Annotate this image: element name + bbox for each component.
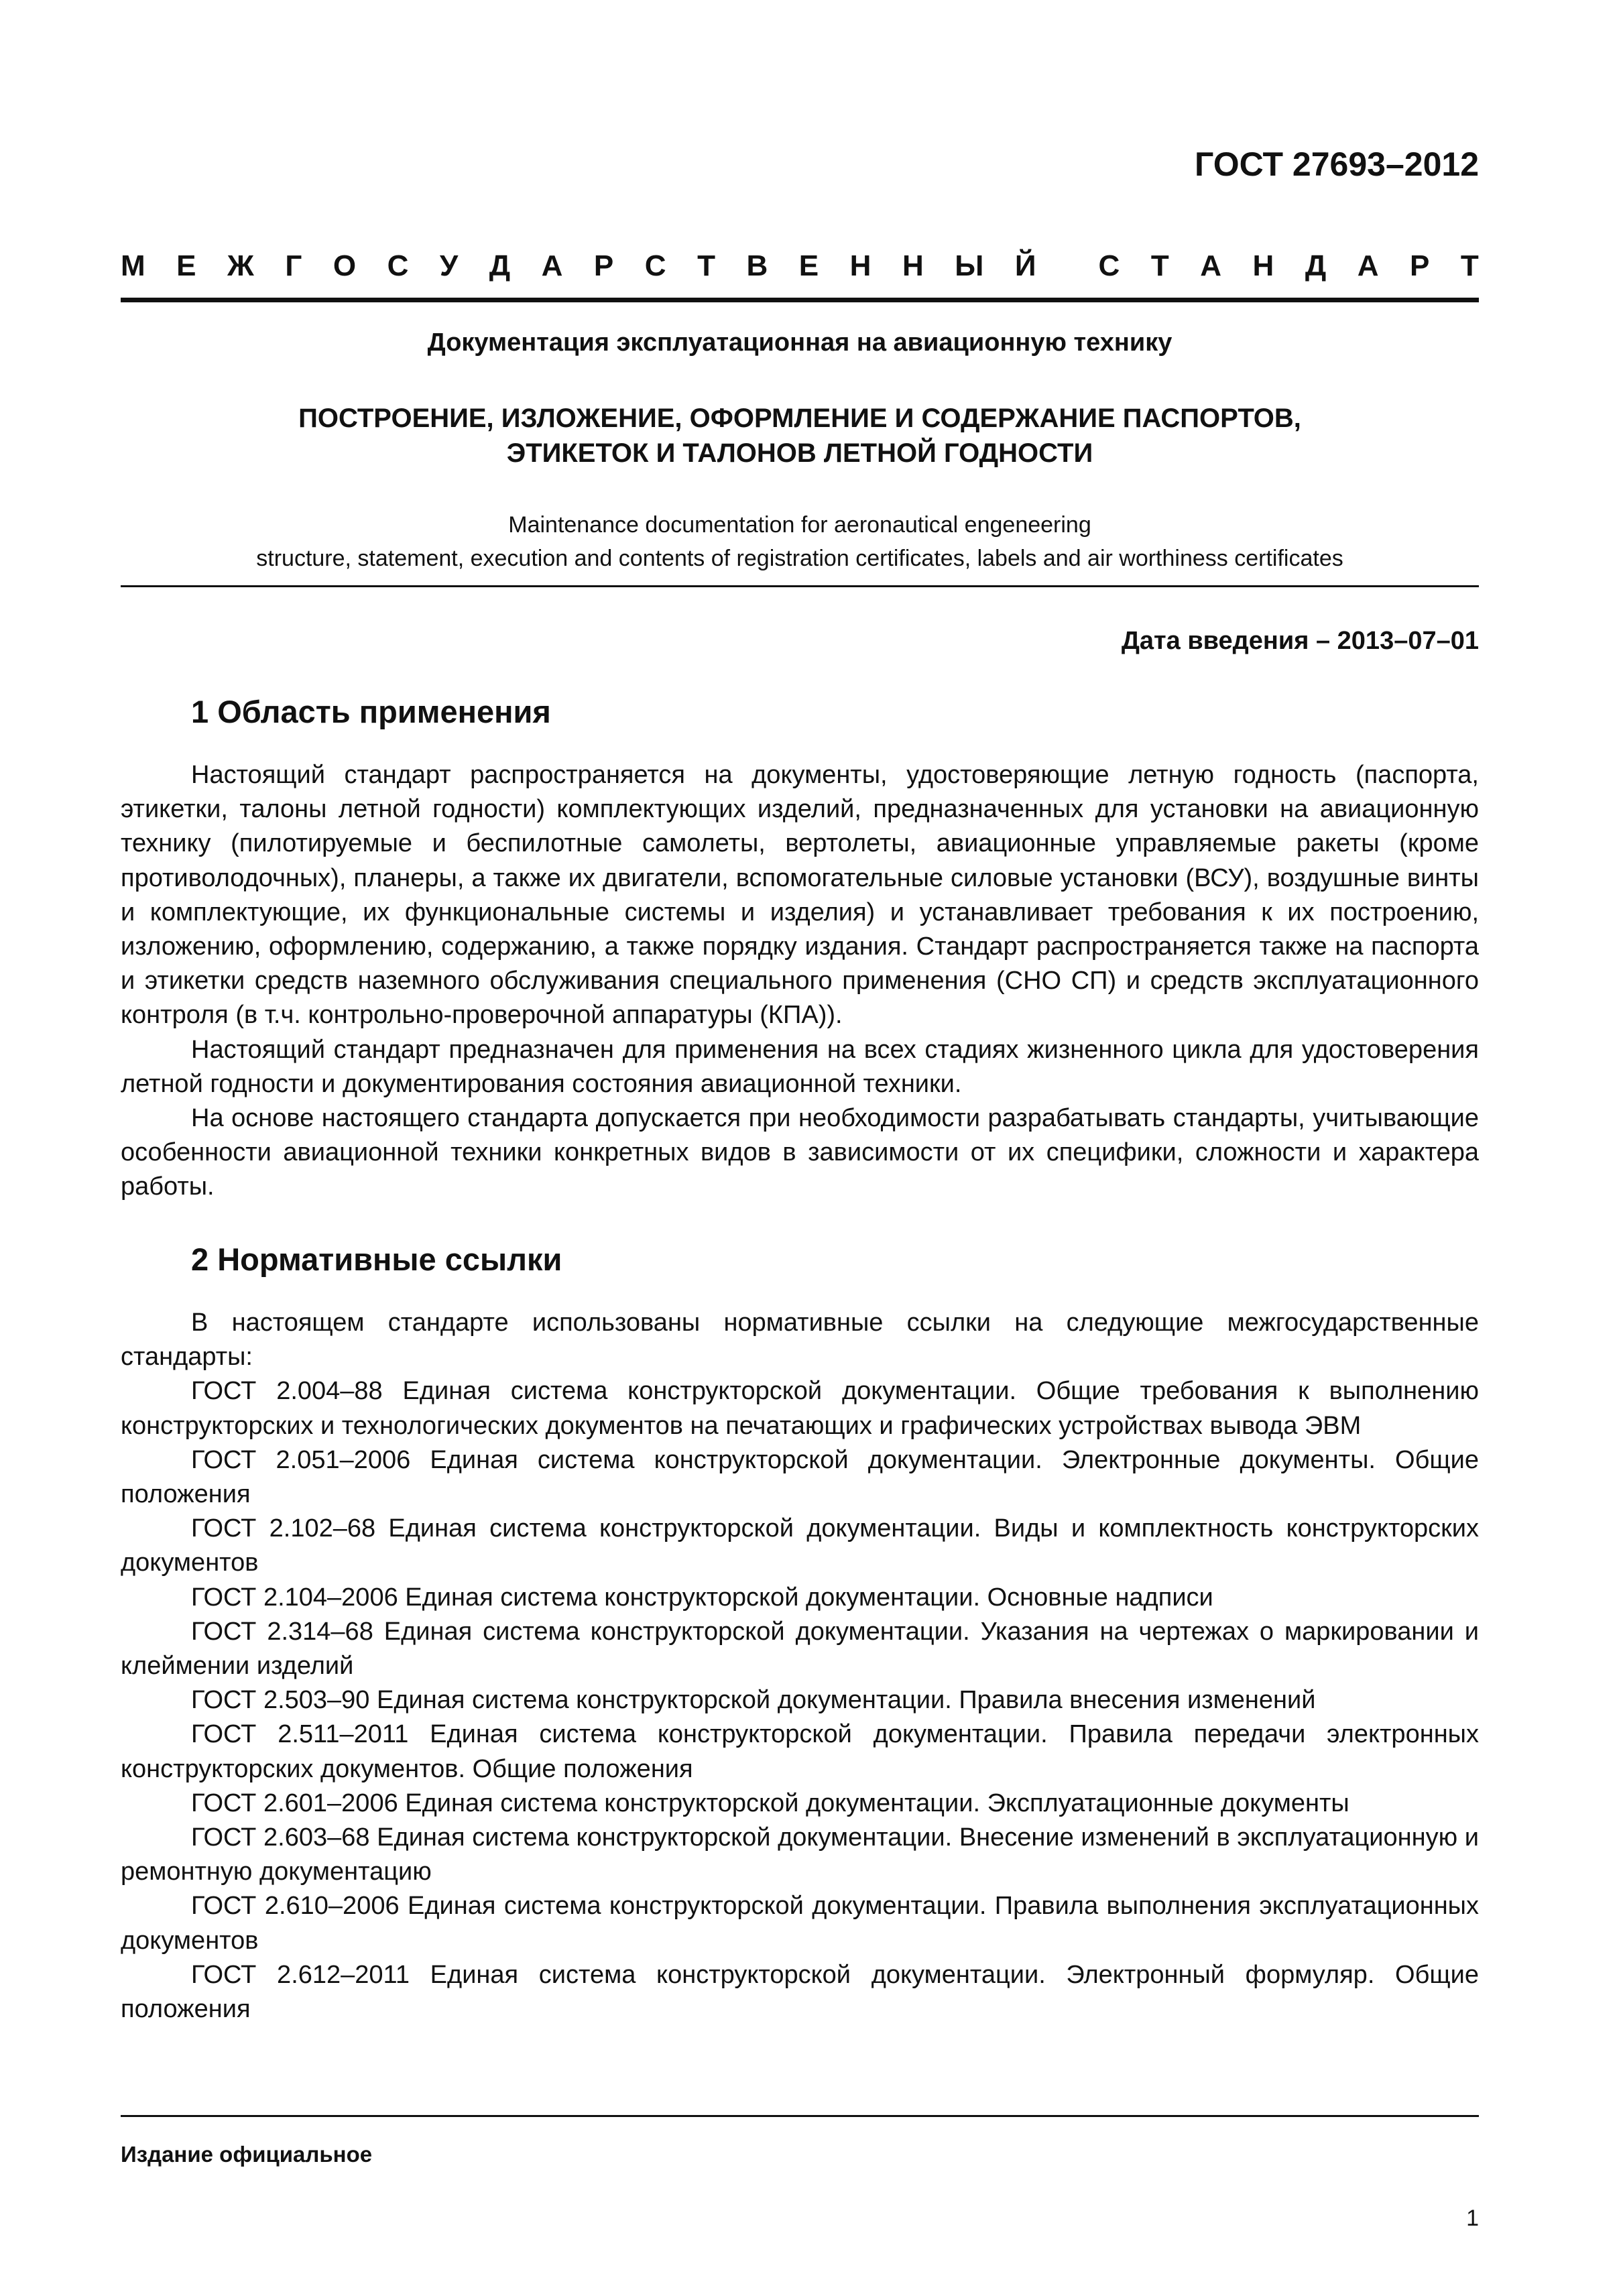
heading-letter: В <box>746 249 768 282</box>
paragraph: Настоящий стандарт распространяется на документы, удостоверяющие летную годность (паспорта, этикетки, талоны летной годности) комплектующих изделий, предназначенных для установки на авиационную технику (пилотируемые и беспилотные самолеты, вертолеты, авиационные управляемые ракеты (кроме противолодочных), планеры, а также их двигатели, вспомогательные силовые установки (ВСУ), воздушные винты и комплектующие, их функциональные системы и изделия) и устанавливает требования к их построению, изложению, оформлению, содержанию, а также порядку издания. Стандарт распространяется также на паспорта и этикетки средств наземного обслуживания специального применения (СНО СП) и средств эксплуатационного контроля (в т.ч. контрольно-проверочной аппаратуры (КПА)). <box>121 761 1479 1030</box>
page-number: 1 <box>1466 2206 1479 2231</box>
paragraph: В настоящем стандарте использованы нормативные ссылки на следующие межгосударственные стандарты: <box>121 1309 1479 1372</box>
heading-letter: Ы <box>955 249 984 282</box>
heading-letter: Ж <box>227 249 254 282</box>
heading-letter: А <box>1200 249 1221 282</box>
paragraph: Настоящий стандарт предназначен для применения на всех стадиях жизненного цикла для удостоверения летной годности и документирования состояния авиационной техники. <box>121 1035 1479 1098</box>
section-heading: 1 Область применения <box>191 694 551 729</box>
document-title-english <box>121 508 1479 575</box>
heading-letter: С <box>644 249 666 282</box>
reference-item: ГОСТ 2.601–2006 Единая система конструкторской документации. Эксплуатационные документы <box>191 1789 1349 1817</box>
reference-item: ГОСТ 2.051–2006 Единая система конструкторской документации. Электронные документы. Общие положения <box>121 1445 1479 1509</box>
section-heading: 2 Нормативные ссылки <box>191 1242 562 1277</box>
heading-letter: Е <box>176 249 196 282</box>
heading-letter: Д <box>1305 249 1327 282</box>
heading-letter: Р <box>593 249 614 282</box>
reference-item: ГОСТ 2.102–68 Единая система конструкторской документации. Виды и комплектность конструкторских документов <box>121 1514 1479 1577</box>
paragraph: На основе настоящего стандарта допускается при необходимости разрабатывать стандарты, учитывающие особенности авиационной техники конкретных видов в зависимости от их специфики, сложности и характера работы. <box>121 1104 1479 1201</box>
reference-item: ГОСТ 2.511–2011 Единая система конструкторской документации. Правила передачи электронных конструкторских документов. Общие положения <box>121 1720 1479 1783</box>
official-edition-label: Издание официальное <box>121 2142 373 2167</box>
title-divider <box>121 585 1479 587</box>
heading-letter: Т <box>1150 249 1169 282</box>
document-title-line: ЭТИКЕТОК И ТАЛОНОВ ЛЕТНОЙ ГОДНОСТИ <box>506 438 1093 468</box>
heading-letter: С <box>387 249 409 282</box>
heading-letter: У <box>439 249 459 282</box>
heading-letter: Н <box>902 249 924 282</box>
reference-item: ГОСТ 2.004–88 Единая система конструкторской документации. Общие требования к выполнению конструкторских и технологических документов на печатающих и графических устройствах вывода ЭВМ <box>121 1377 1479 1440</box>
section-body <box>121 758 1479 1205</box>
heading-letter: М <box>121 249 145 282</box>
heading-letter: Р <box>1409 249 1430 282</box>
document-type: Документация эксплуатационная на авиационную технику <box>427 328 1173 357</box>
heading-letter: А <box>541 249 563 282</box>
heading-letter: Н <box>1252 249 1274 282</box>
section-body <box>121 1306 1479 2027</box>
interstate-standard-heading <box>121 251 1479 281</box>
reference-item: ГОСТ 2.603–68 Единая система конструкторской документации. Внесение изменений в эксплуатационную и ремонтную документацию <box>121 1823 1479 1886</box>
heading-letter: Е <box>798 249 819 282</box>
heading-letter: А <box>1357 249 1379 282</box>
heading-letter: Н <box>849 249 871 282</box>
document-title <box>121 401 1479 471</box>
heading-letter: С <box>1098 249 1120 282</box>
reference-item: ГОСТ 2.612–2011 Единая система конструкторской документации. Электронный формуляр. Общие положения <box>121 1960 1479 2024</box>
heading-letter: Й <box>1014 249 1036 282</box>
heading-letter: Т <box>1460 249 1479 282</box>
reference-item: ГОСТ 2.314–68 Единая система конструкторской документации. Указания на чертежах о маркировании и клеймении изделий <box>121 1617 1479 1681</box>
heading-letter: Т <box>697 249 715 282</box>
gost-number: ГОСТ 27693–2012 <box>1195 145 1479 183</box>
reference-item: ГОСТ 2.503–90 Единая система конструкторской документации. Правила внесения изменений <box>191 1686 1316 1715</box>
english-title-line: Maintenance documentation for aeronautical engeneering <box>508 512 1091 538</box>
heading-letter: Д <box>489 249 511 282</box>
introduction-date: Дата введения – 2013–07–01 <box>1121 627 1479 655</box>
footer-divider <box>121 2115 1479 2117</box>
reference-item: ГОСТ 2.104–2006 Единая система конструкторской документации. Основные надписи <box>191 1583 1213 1612</box>
heading-letter: Г <box>285 249 302 282</box>
heading-letter: О <box>333 249 357 282</box>
reference-item: ГОСТ 2.610–2006 Единая система конструкторской документации. Правила выполнения эксплуатационных документов <box>121 1892 1479 1955</box>
english-title-line: structure, statement, execution and contents of registration certificates, labels and air worthiness certificates <box>256 546 1343 571</box>
document-title-line: ПОСТРОЕНИЕ, ИЗЛОЖЕНИЕ, ОФОРМЛЕНИЕ И СОДЕРЖАНИЕ ПАСПОРТОВ, <box>298 404 1301 433</box>
header-divider <box>121 298 1479 302</box>
